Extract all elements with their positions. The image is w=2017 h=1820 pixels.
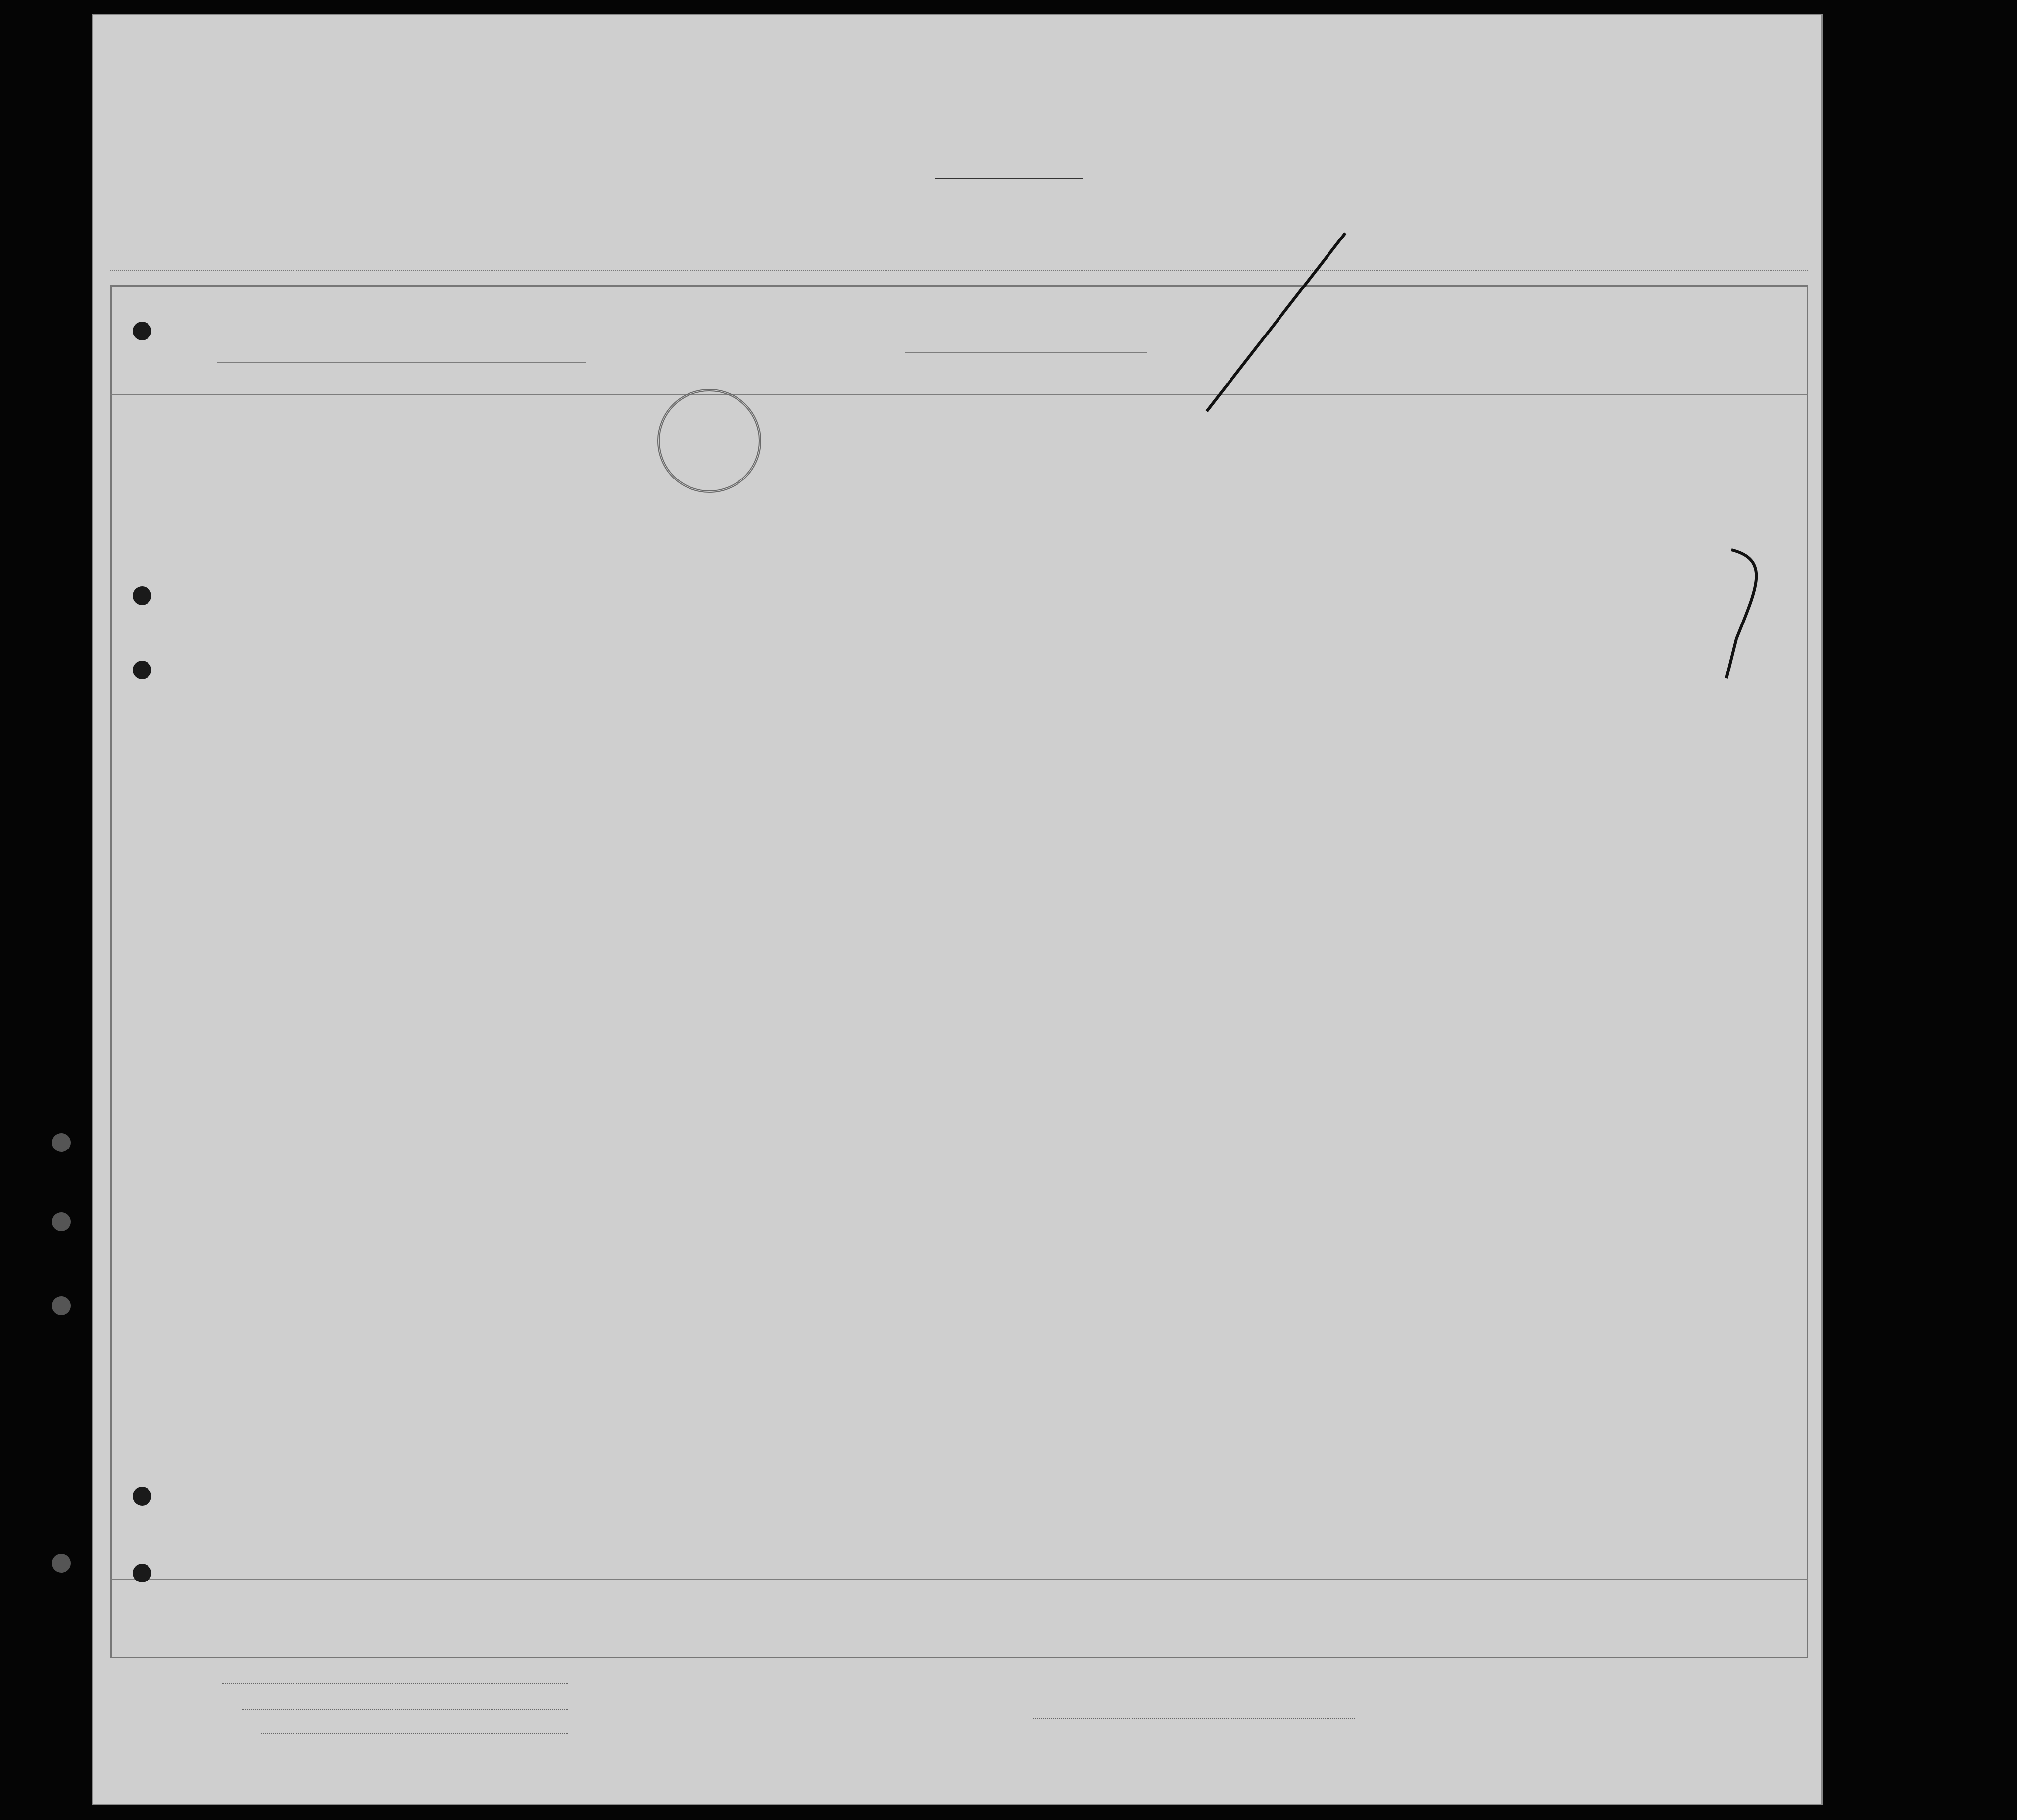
binder-hole: [133, 1564, 151, 1582]
owners-rule: [242, 1709, 568, 1710]
binder-hole: [133, 661, 151, 679]
inspector-rule: [1033, 1718, 1355, 1719]
margin-stroke: [1726, 550, 1756, 678]
line-rule: [222, 1683, 568, 1684]
agents-rule: [261, 1733, 568, 1734]
binder-hole: [52, 1554, 71, 1573]
binder-hole: [52, 1212, 71, 1231]
binder-hole: [133, 586, 151, 605]
binder-hole: [133, 322, 151, 340]
binder-hole: [133, 1487, 151, 1506]
manifest-sheet: [92, 14, 1823, 1805]
binder-hole: [52, 1133, 71, 1152]
handwritten-strokes: [1137, 203, 1823, 1539]
shipped-subheader-rule: [905, 352, 1147, 353]
name-subheader-rule: [217, 362, 586, 363]
table-bottom-rule: [110, 1579, 1808, 1580]
date-slash-stroke: [1207, 233, 1345, 411]
checkmarks: [613, 292, 776, 1609]
binder-hole: [52, 1296, 71, 1315]
title-underline: [935, 178, 1083, 179]
